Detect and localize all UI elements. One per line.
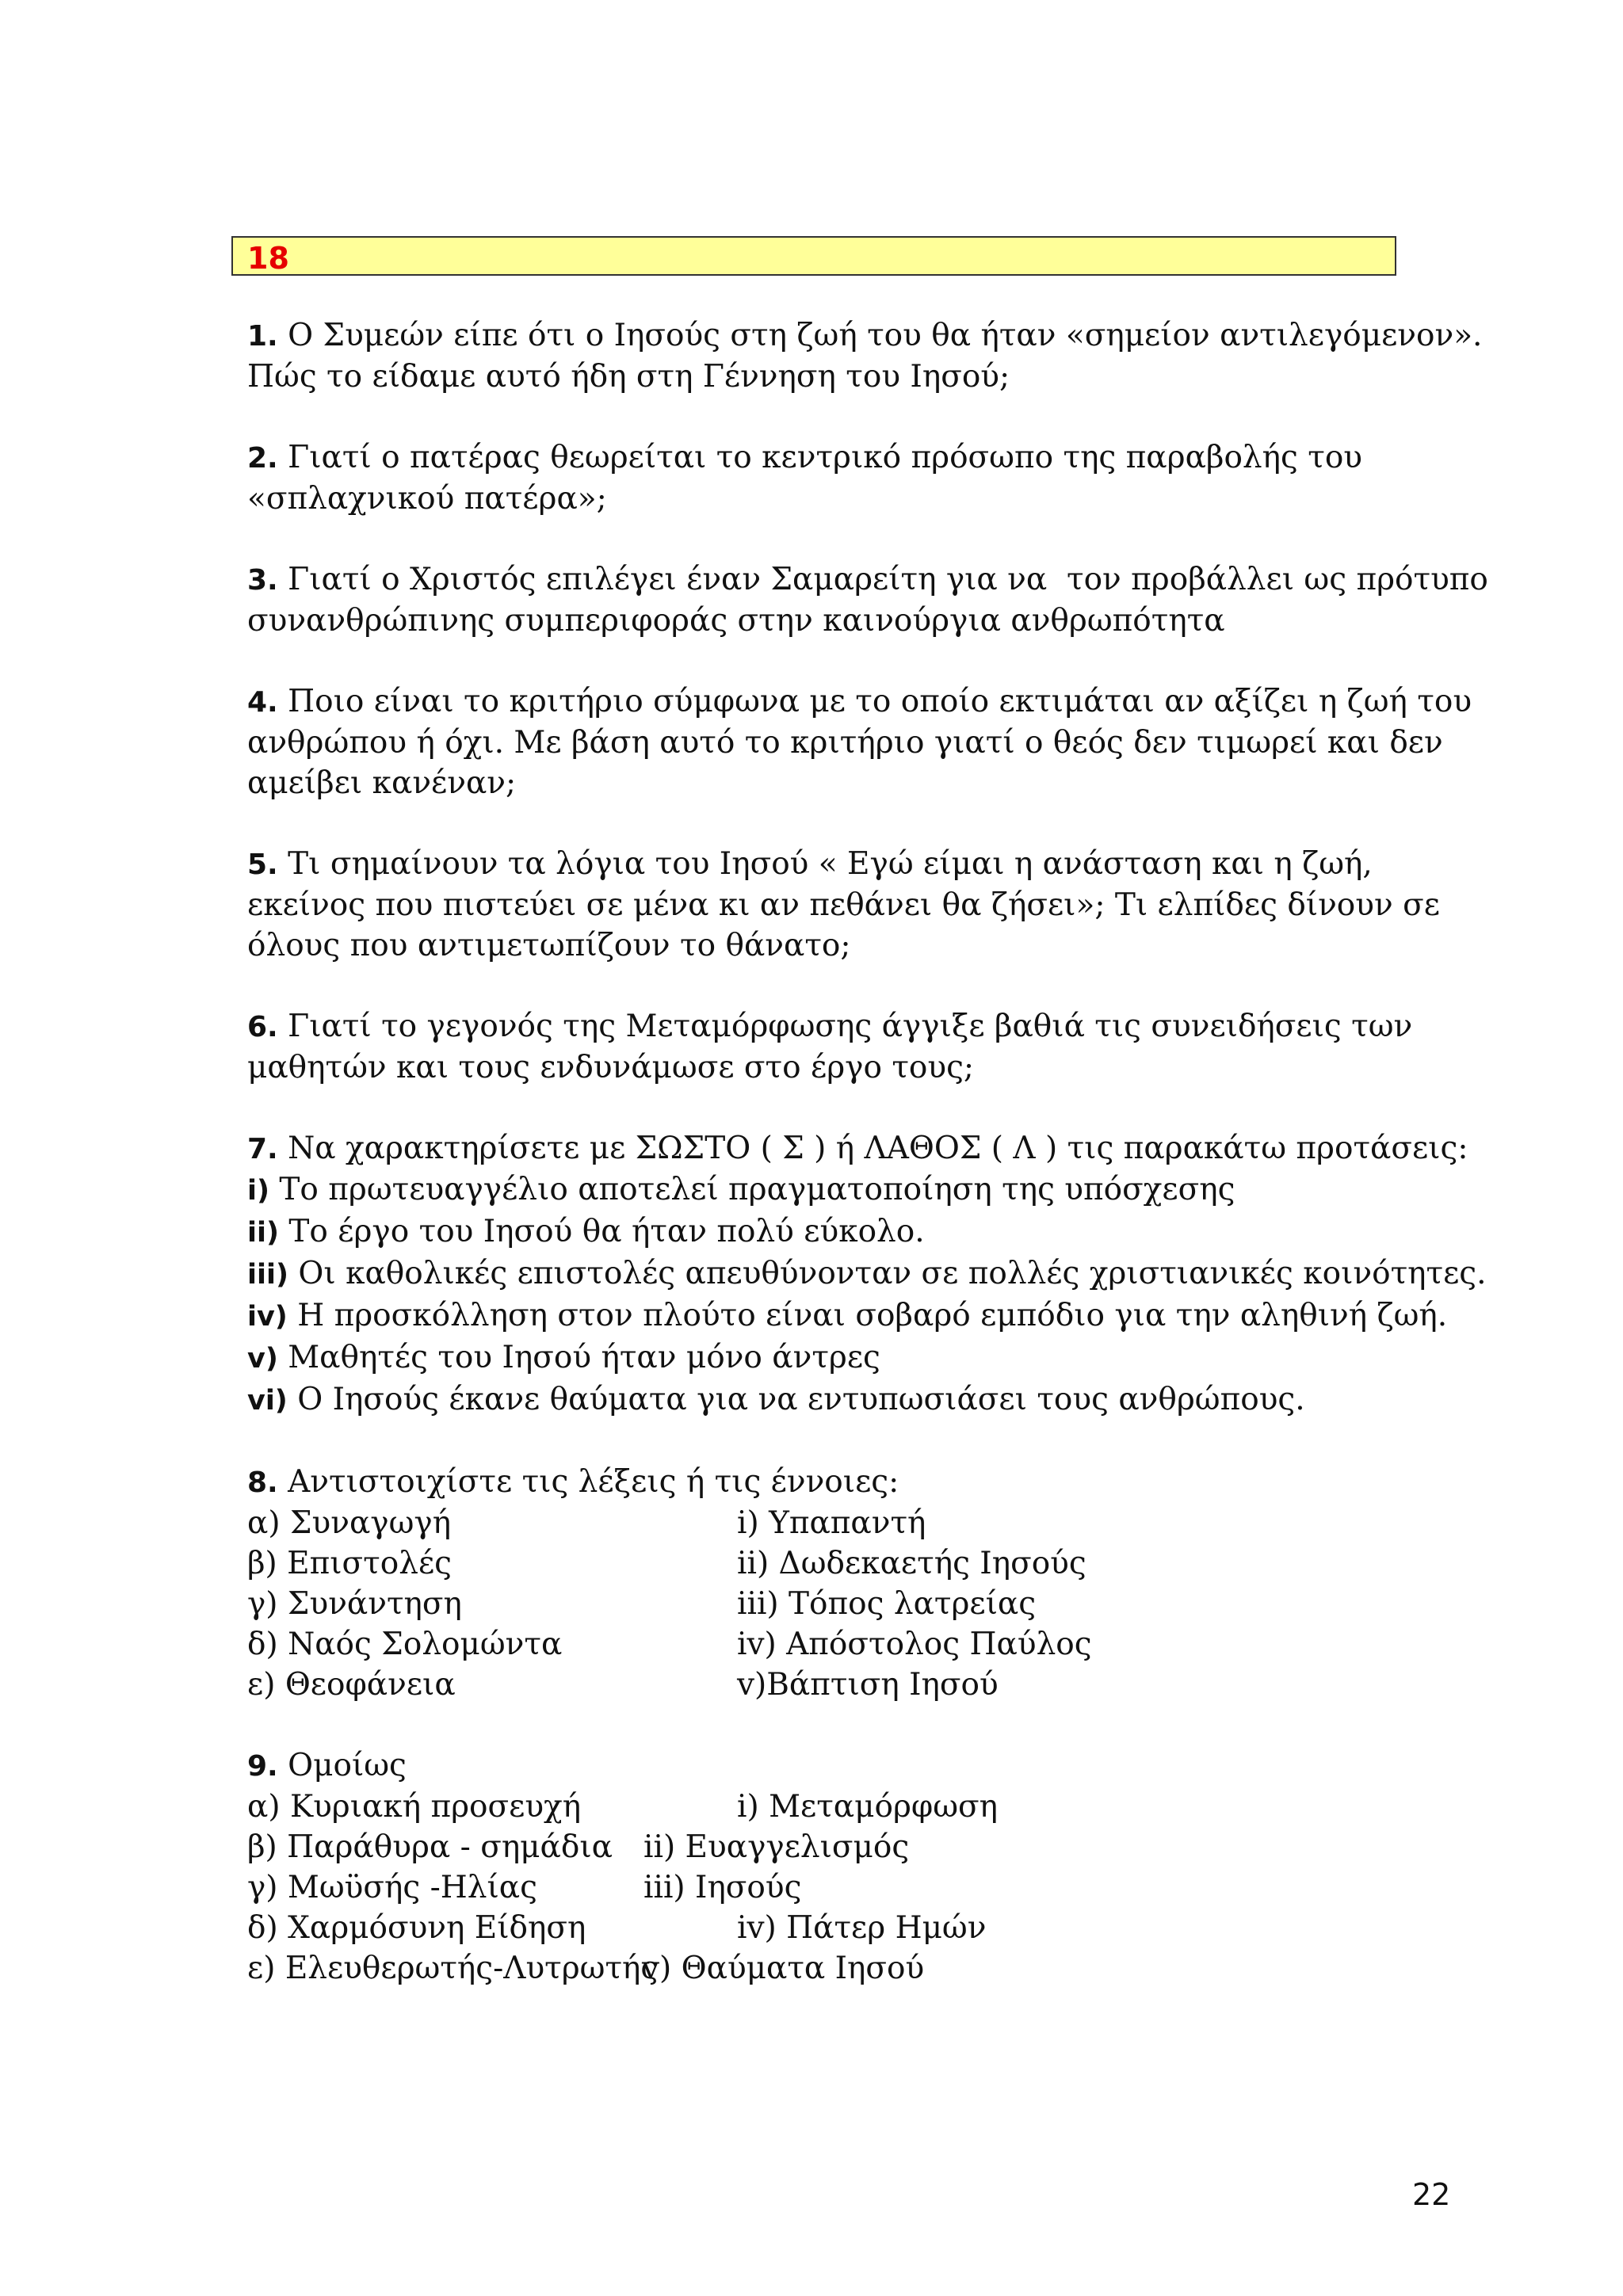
match-left-term: δ) Ναός Σολομώντα (247, 1627, 563, 1662)
true-false-item (247, 1211, 1484, 1253)
question-text: Πώς το είδαμε αυτό ήδη στη Γέννηση του Ιησού; (247, 359, 1010, 395)
question-text: αμείβει κανέναν; (247, 765, 517, 801)
match-right-term: iv) Πάτερ Ημών (737, 1910, 987, 1946)
question-text: Ομοίως (288, 1748, 407, 1783)
item-label: v) (247, 1343, 278, 1375)
question-text: Ο Συμεών είπε ότι ο Ιησούς στη ζωή του θα ήταν «σημείον αντιλεγόμενον». (288, 318, 1483, 353)
question-text: Γιατί ο πατέρας θεωρείται το κεντρικό πρόσωπο της παραβολής του (288, 440, 1363, 475)
question-number: 4. (247, 686, 278, 719)
matching-row (247, 1948, 1484, 1989)
true-false-item (247, 1379, 1484, 1421)
question-number: 6. (247, 1011, 278, 1043)
item-label: vi) (247, 1385, 288, 1417)
match-right-term: iii) Τόπος λατρείας (737, 1586, 1037, 1622)
item-label: ii) (247, 1217, 279, 1249)
true-false-item (247, 1253, 1487, 1295)
match-right-term: iii) Ιησούς (643, 1870, 802, 1905)
item-label: iii) (247, 1259, 288, 1291)
section-number: 18 (247, 241, 289, 276)
question-7 (247, 1128, 1487, 1421)
matching-row (247, 1867, 1484, 1908)
match-right-term: v)Βάπτιση Ιησού (737, 1667, 999, 1703)
match-left-term: β) Επιστολές (247, 1546, 452, 1581)
matching-row (247, 1624, 1484, 1665)
question-number: 5. (247, 849, 278, 881)
question-2 (247, 437, 1484, 519)
question-text: συνανθρώπινης συμπεριφοράς στην καινούργια ανθρωπότητα (247, 603, 1225, 639)
worksheet-content (247, 315, 1488, 2029)
match-right-term: iv) Απόστολος Παύλος (737, 1627, 1092, 1662)
item-text: Η προσκόλληση στον πλούτο είναι σοβαρό εμπόδιο για την αληθινή ζωή. (297, 1298, 1448, 1333)
match-left-term: ε) Θεοφάνεια (247, 1667, 456, 1703)
question-number: 8. (247, 1466, 278, 1499)
item-text: Ο Ιησούς έκανε θαύματα για να εντυπωσιάσει τους ανθρώπους. (297, 1382, 1305, 1417)
question-number: 2. (247, 442, 278, 475)
section-header-box (231, 236, 1396, 276)
question-text: ανθρώπου ή όχι. Με βάση αυτό το κριτήριο γιατί ο θεός δεν τιμωρεί και δεν (247, 725, 1443, 761)
match-left-term: β) Παράθυρα - σημάδια (247, 1829, 613, 1865)
match-left-term: ε) Ελευθερωτής-Λυτρωτής (247, 1951, 659, 1986)
question-1 (247, 315, 1484, 397)
match-right-term: i) Μεταμόρφωση (737, 1789, 998, 1825)
question-8 (247, 1462, 1484, 1705)
match-left-term: δ) Χαρμόσυνη Είδηση (247, 1910, 586, 1946)
match-right-term: ii) Δωδεκαετής Ιησούς (737, 1546, 1086, 1581)
question-text: Γιατί το γεγονός της Μεταμόρφωσης άγγιξε βαθιά τις συνειδήσεις των (288, 1009, 1413, 1044)
item-label: i) (247, 1175, 269, 1207)
item-text: Μαθητές του Ιησού ήταν μόνο άντρες (288, 1340, 880, 1375)
matching-row (247, 1787, 1484, 1827)
question-number: 1. (247, 320, 278, 353)
true-false-item (247, 1337, 1484, 1379)
item-text: Το έργο του Ιησού θα ήταν πολύ εύκολο. (288, 1214, 925, 1249)
question-4 (247, 681, 1484, 803)
question-text: Αντιστοιχίστε τις λέξεις ή τις έννοιες: (288, 1464, 899, 1500)
question-6 (247, 1006, 1484, 1088)
matching-row (247, 1827, 1484, 1867)
question-5 (247, 844, 1484, 966)
question-text: Ποιο είναι το κριτήριο σύμφωνα με το οποίο εκτιμάται αν αξίζει η ζωή του (288, 684, 1472, 719)
match-left-term: α) Συναγωγή (247, 1505, 452, 1541)
match-right-term: v) Θαύματα Ιησού (642, 1951, 925, 1986)
question-9 (247, 1745, 1484, 1989)
question-text: Γιατί ο Χριστός επιλέγει έναν Σαμαρείτη για να τον προβάλλει ως πρότυπο (288, 562, 1488, 597)
match-right-term: i) Υπαπαντή (737, 1505, 926, 1541)
item-text: Οι καθολικές επιστολές απευθύνονταν σε πολλές χριστιανικές κοινότητες. (298, 1256, 1487, 1291)
matching-row (247, 1543, 1484, 1584)
match-left-term: α) Κυριακή προσευχή (247, 1789, 582, 1825)
match-right-term: ii) Ευαγγελισμός (643, 1829, 910, 1865)
match-left-term: γ) Συνάντηση (247, 1586, 462, 1622)
page-number: 22 (1412, 2177, 1451, 2212)
question-text: Να χαρακτηρίσετε με ΣΩΣΤΟ ( Σ ) ή ΛΑΘΟΣ ( Λ ) τις παρακάτω προτάσεις: (288, 1131, 1468, 1166)
item-label: iv) (247, 1301, 288, 1333)
matching-row (247, 1503, 1484, 1543)
matching-row (247, 1584, 1484, 1624)
matching-row (247, 1908, 1484, 1948)
true-false-item (247, 1169, 1484, 1211)
true-false-item (247, 1295, 1484, 1337)
question-number: 7. (247, 1133, 278, 1165)
question-text: εκείνος που πιστεύει σε μένα κι αν πεθάνει θα ζήσει»; Τι ελπίδες δίνουν σε (247, 887, 1440, 923)
question-text: Τι σημαίνουν τα λόγια του Ιησού « Εγώ είμαι η ανάσταση και η ζωή, (288, 846, 1373, 882)
question-text: όλους που αντιμετωπίζουν το θάνατο; (247, 928, 851, 963)
matching-row (247, 1665, 1484, 1705)
question-3 (247, 559, 1488, 641)
question-number: 9. (247, 1750, 278, 1783)
match-left-term: γ) Μωϋσής -Ηλίας (247, 1870, 537, 1905)
question-text: μαθητών και τους ενδυνάμωσε στο έργο τους; (247, 1050, 975, 1085)
question-text: «σπλαχνικού πατέρα»; (247, 481, 607, 517)
question-number: 3. (247, 564, 278, 597)
item-text: Το πρωτευαγγέλιο αποτελεί πραγματοποίηση της υπόσχεσης (279, 1172, 1235, 1207)
